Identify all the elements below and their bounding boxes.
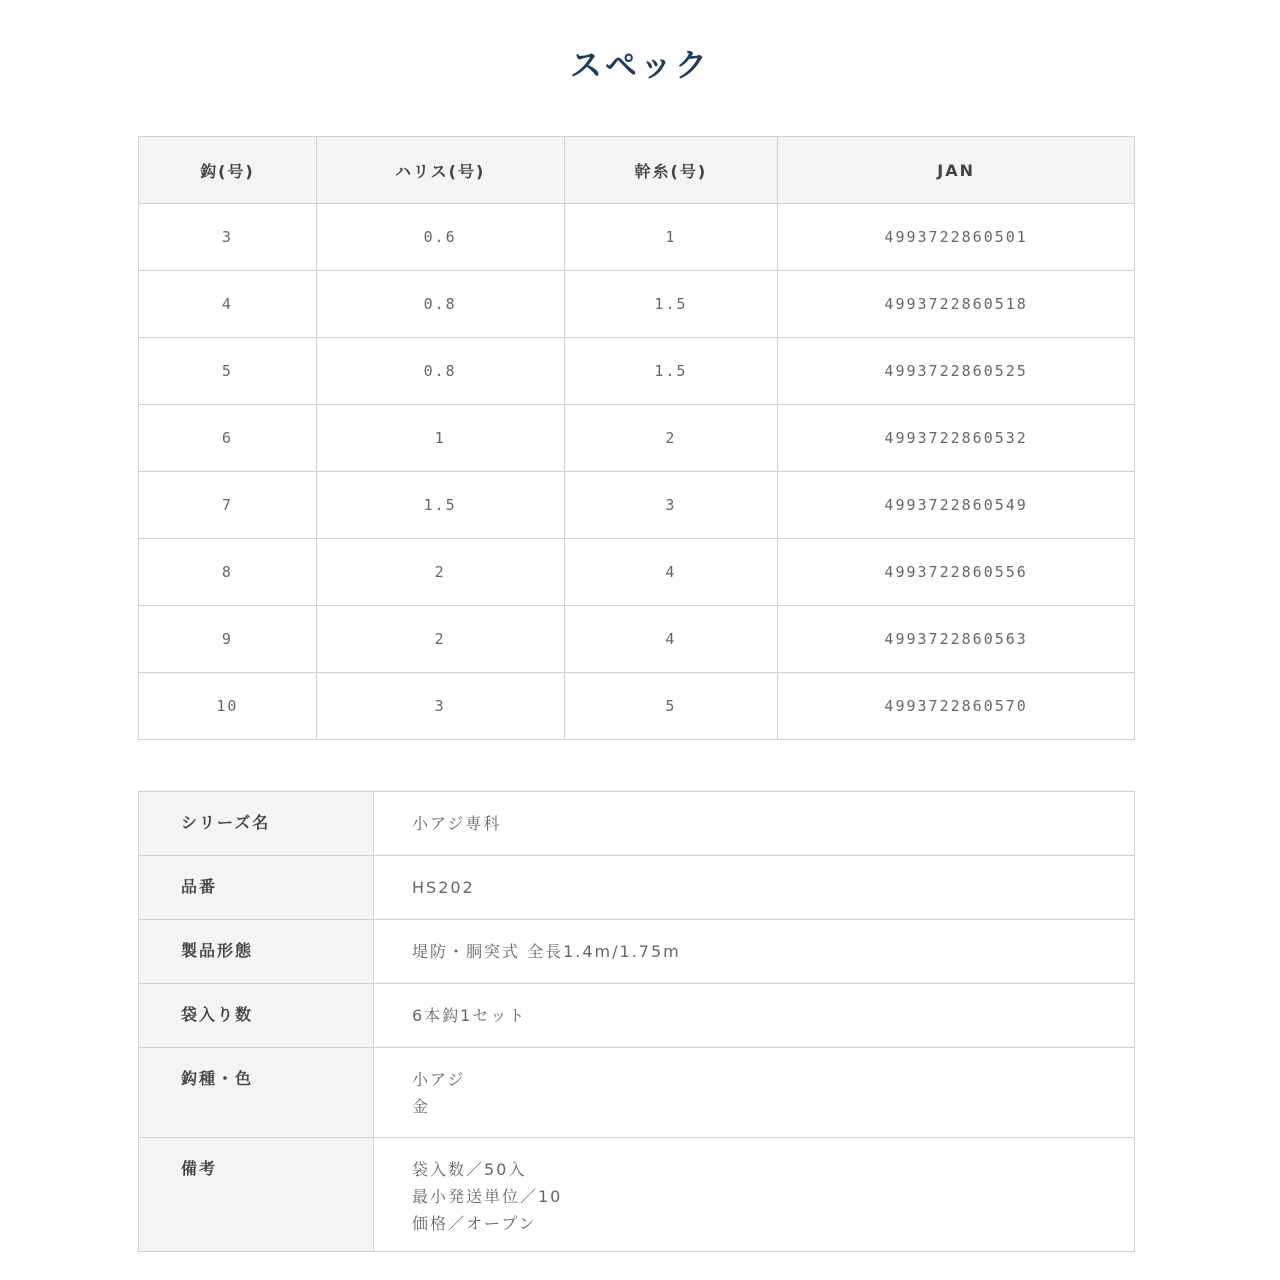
table-row [139,338,1135,405]
info-label: 製品形態 [139,920,374,984]
info-value-line: 6本鈎1セット [412,1006,527,1025]
info-value [374,1138,1135,1252]
cell-jan: 4993722860556 [778,539,1135,606]
info-row-product-form [139,920,1135,984]
info-value-line: 価格／オープン [412,1214,537,1233]
cell-hook: 10 [139,673,317,740]
cell-jan: 4993722860570 [778,673,1135,740]
header-jan: JAN [778,137,1135,204]
info-row-series [139,792,1135,856]
table-row [139,405,1135,472]
cell-harisu: 0.8 [316,271,564,338]
cell-hook: 9 [139,606,317,673]
table-row [139,673,1135,740]
info-value [374,984,1135,1048]
spec-header-row [139,137,1135,204]
cell-harisu: 2 [316,539,564,606]
spec-table [138,136,1135,740]
info-value-line: HS202 [412,878,475,897]
cell-harisu: 3 [316,673,564,740]
info-value-line: 袋入数／50入 [412,1160,527,1179]
cell-mikiito: 4 [564,606,778,673]
cell-hook: 4 [139,271,317,338]
header-hook-size: 鈎(号) [139,137,317,204]
cell-mikiito: 3 [564,472,778,539]
info-value [374,920,1135,984]
info-value [374,792,1135,856]
cell-harisu: 1.5 [316,472,564,539]
info-value-line: 小アジ専科 [412,814,502,833]
header-harisu: ハリス(号) [316,137,564,204]
table-row [139,606,1135,673]
cell-harisu: 0.6 [316,204,564,271]
info-value-line: 小アジ [412,1070,466,1089]
cell-jan: 4993722860525 [778,338,1135,405]
cell-mikiito: 1.5 [564,338,778,405]
info-value [374,1048,1135,1138]
info-value-line: 堤防・胴突式 全長1.4m/1.75m [412,942,681,961]
cell-jan: 4993722860549 [778,472,1135,539]
cell-jan: 4993722860563 [778,606,1135,673]
table-row [139,271,1135,338]
info-label: 備考 [139,1138,374,1252]
cell-mikiito: 4 [564,539,778,606]
info-row-bag-count [139,984,1135,1048]
table-row [139,539,1135,606]
info-table [138,791,1135,1252]
table-row [139,204,1135,271]
info-label: 袋入り数 [139,984,374,1048]
cell-hook: 8 [139,539,317,606]
info-value-line: 金 [412,1097,431,1116]
cell-mikiito: 5 [564,673,778,740]
info-row-notes [139,1138,1135,1252]
info-label: 鈎種・色 [139,1048,374,1138]
cell-mikiito: 2 [564,405,778,472]
info-value [374,856,1135,920]
cell-jan: 4993722860501 [778,204,1135,271]
info-label: シリーズ名 [139,792,374,856]
cell-hook: 6 [139,405,317,472]
header-mikiito: 幹糸(号) [564,137,778,204]
info-row-part-number [139,856,1135,920]
info-value-line: 最小発送単位／10 [412,1187,563,1206]
cell-harisu: 0.8 [316,338,564,405]
cell-hook: 7 [139,472,317,539]
info-row-hook-type-color [139,1048,1135,1138]
cell-jan: 4993722860518 [778,271,1135,338]
cell-mikiito: 1.5 [564,271,778,338]
info-label: 品番 [139,856,374,920]
page-title: スペック [569,46,710,84]
cell-harisu: 2 [316,606,564,673]
cell-hook: 5 [139,338,317,405]
cell-hook: 3 [139,204,317,271]
cell-jan: 4993722860532 [778,405,1135,472]
cell-harisu: 1 [316,405,564,472]
table-row [139,472,1135,539]
cell-mikiito: 1 [564,204,778,271]
